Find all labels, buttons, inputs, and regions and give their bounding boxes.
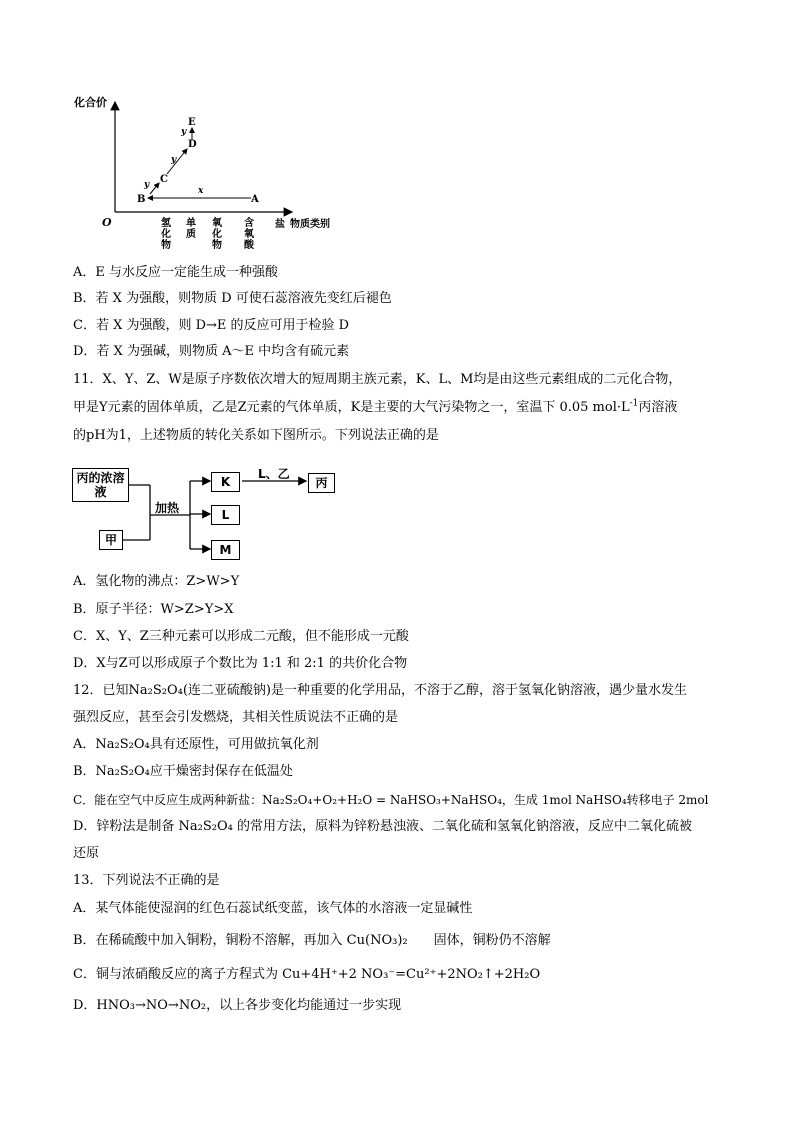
q13-option-d: D．HNO₃→NO→NO₂，以上各步变化均能通过一步实现 — [73, 998, 402, 1013]
q11-option-d: D．X与Z可以形成原子个数比为 1:1 和 2:1 的共价化合物 — [73, 656, 408, 671]
origin-label: O — [102, 216, 112, 229]
flow-box-l: L — [211, 505, 240, 525]
svg-text:物: 物 — [161, 240, 171, 251]
arrow-b-to-c — [150, 183, 159, 194]
category-oxyacid — [244, 216, 255, 251]
q12-option-a: A．Na₂S₂O₄具有还原性，可用做抗氧化剂 — [73, 737, 319, 752]
q11-stem-line2-sup: -1 — [629, 398, 639, 409]
category-oxide — [211, 216, 223, 251]
q12-option-b: B．Na₂S₂O₄应干燥密封保存在低温处 — [73, 764, 293, 779]
valence-graph — [70, 88, 340, 258]
flow-label-heat: 加热 — [155, 501, 180, 515]
flow-box-k: K — [211, 472, 240, 492]
q13-option-b: B．在稀硫酸中加入铜粉，铜粉不溶解，再加入 Cu(NO₃)₂ 固体，铜粉仍不溶解 — [73, 933, 551, 948]
point-a: A — [251, 194, 259, 205]
q10-option-c: C．若 X 为强酸，则 D→E 的反应可用于检验 D — [73, 318, 350, 333]
q11-option-c: C．X、Y、Z三种元素可以形成二元酸，但不能形成一元酸 — [73, 629, 409, 644]
point-b: B — [137, 194, 146, 205]
q10-option-b: B．若 X 为强酸，则物质 D 可使石蕊溶液先变红后褪色 — [73, 291, 392, 306]
svg-text:质: 质 — [186, 229, 196, 240]
svg-text:氧: 氧 — [212, 218, 222, 229]
svg-text:化: 化 — [212, 229, 222, 240]
x-axis-label: 物质类别 — [290, 219, 330, 230]
category-salt: 盐 — [275, 219, 285, 230]
q12-option-c: C．能在空气中反应生成两种新盐：Na₂S₂O₄+O₂+H₂O = NaHSO₃+NaHSO₄，生成 1mol NaHSO₄转移电子 2mol — [73, 793, 709, 807]
arrow-label-y3: y — [181, 127, 187, 137]
q11-stem-line1: 11．X、Y、Z、W是原子序数依次增大的短周期主族元素，K、L、M均是由这些元素组成的二元化合物， — [73, 372, 682, 387]
q12-option-d-line1: D．锌粉法是制备 Na₂S₂O₄ 的常用方法，原料为锌粉悬浊液、二氧化硫和氢氧化钠溶液，反应中二氧化硫被 — [73, 819, 693, 834]
arrow-label-x: x — [198, 186, 204, 196]
flow-box-jia: 甲 — [99, 530, 123, 550]
point-e: E — [188, 117, 196, 128]
flow-box-bing: 丙 — [308, 473, 335, 493]
q11-stem-line2-b: 丙溶液 — [638, 400, 678, 415]
arrow-c-to-d — [167, 149, 187, 174]
arrow-label-y1: y — [144, 180, 150, 190]
q11-option-a: A．氢化物的沸点：Z>W>Y — [73, 574, 240, 589]
q12-option-d-line2: 还原 — [73, 846, 100, 861]
y-axis-label: 化合价 — [74, 96, 107, 109]
flow-label-reagent: L、乙 — [258, 467, 290, 481]
category-hydride — [160, 216, 171, 251]
svg-text:氢: 氢 — [161, 218, 171, 229]
svg-text:氧: 氧 — [244, 229, 254, 240]
q11-stem-line3: 的pH为1，上述物质的转化关系如下图所示。下列说法正确的是 — [73, 428, 439, 443]
svg-text:含: 含 — [244, 218, 254, 229]
category-element — [186, 216, 196, 240]
svg-text:酸: 酸 — [244, 240, 254, 251]
svg-text:物: 物 — [212, 240, 222, 251]
q11-option-b: B．原子半径：W>Z>Y>X — [73, 602, 234, 617]
svg-text:单: 单 — [186, 218, 196, 229]
q13-option-a: A．某气体能使湿润的红色石蕊试纸变蓝，该气体的水溶液一定显碱性 — [73, 901, 473, 916]
q13-stem: 13．下列说法不正确的是 — [73, 873, 220, 888]
q11-stem-line2-a: 甲是Y元素的固体单质，乙是Z元素的气体单质，K是主要的大气污染物之一，室温下 0.05 mol·L — [73, 400, 630, 415]
arrow-label-y2: y — [171, 155, 177, 165]
q10-option-a: A．E 与水反应一定能生成一种强酸 — [73, 265, 279, 280]
point-c: C — [160, 174, 168, 185]
flow-box-m: M — [211, 540, 240, 560]
q12-stem-line2: 强烈反应，甚至会引发燃烧，其相关性质说法不正确的是 — [73, 710, 399, 725]
q10-option-d: D．若 X 为强碱，则物质 A～E 中均含有硫元素 — [73, 344, 350, 359]
q12-stem-line1: 12．已知Na₂S₂O₄(连二亚硫酸钠)是一种重要的化学用品，不溶于乙醇，溶于氢氧化钠溶液，遇少量水发生 — [73, 683, 688, 698]
q11-stem-line2 — [73, 400, 677, 416]
flow-box-bing-concentrated: 丙的浓溶液 — [72, 468, 129, 502]
q13-option-c: C．铜与浓硝酸反应的离子方程式为 Cu+4H⁺+2 NO₃⁻=Cu²⁺+2NO₂↑+2H₂O — [73, 967, 541, 982]
point-d: D — [188, 139, 197, 150]
svg-text:化: 化 — [161, 229, 171, 240]
